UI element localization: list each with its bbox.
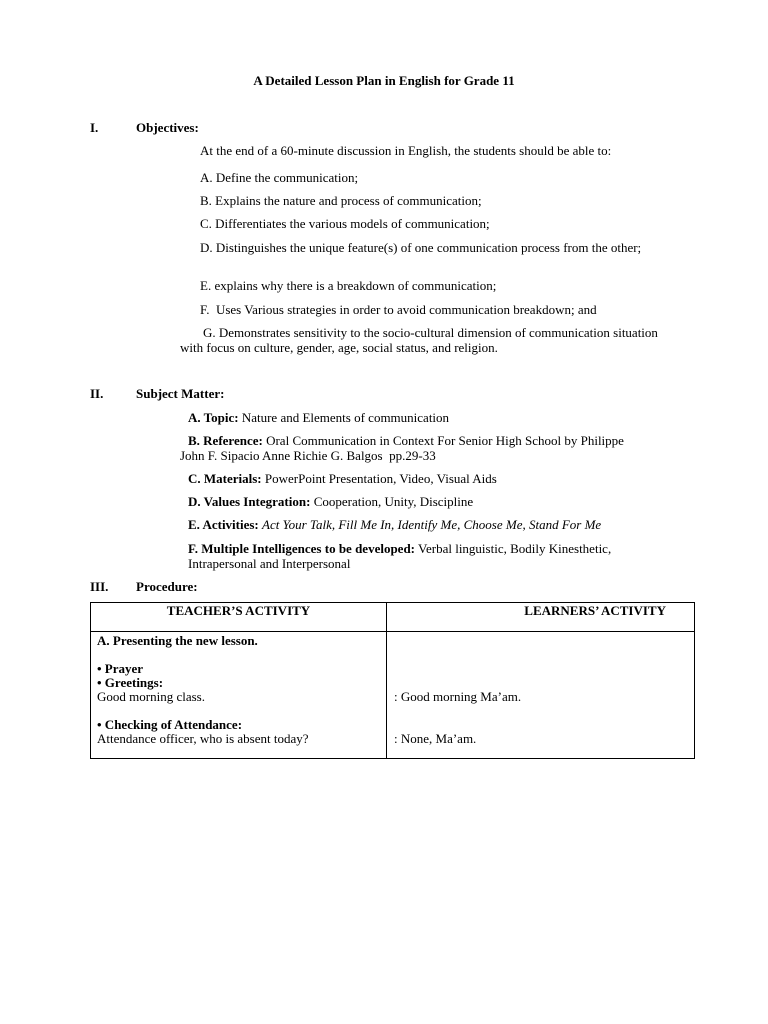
section-number-procedure: III.	[90, 579, 109, 594]
section-number-objectives: I.	[90, 120, 99, 135]
section-heading-subject-matter: Subject Matter:	[136, 386, 225, 401]
activities-label: E. Activities:	[188, 517, 259, 532]
teacher-activity-header-text: TEACHER’S ACTIVITY	[166, 603, 311, 618]
learners-activity-header	[387, 603, 695, 632]
reference-value: Oral Communication in Context For Senior High School by Philippe John F. Sipacio Anne Richie G. Balgos pp.29-33	[180, 433, 641, 463]
presenting-lesson-heading: A. Presenting the new lesson.	[97, 633, 258, 648]
learners-activity-cell	[387, 632, 695, 759]
objective-item: A. Define the communication;	[200, 170, 359, 185]
objective-item: F. Uses Various strategies in order to avoid communication breakdown; and	[200, 302, 597, 317]
learner-greeting: : Good morning Ma’am.	[394, 689, 522, 704]
teacher-attendance-question: Attendance officer, who is absent today?	[97, 731, 309, 746]
intelligences-line	[188, 541, 628, 571]
procedure-table	[90, 602, 695, 759]
materials-label: C. Materials:	[188, 471, 262, 486]
topic-value: Nature and Elements of communication	[241, 410, 450, 425]
prayer-item: • Prayer	[97, 661, 144, 676]
topic-label: A. Topic:	[188, 410, 239, 425]
intelligences-label: F. Multiple Intelligences to be developed:	[188, 541, 416, 556]
objective-item: D. Distinguishes the unique feature(s) of one communication process from the other;	[200, 240, 642, 255]
topic-line	[188, 410, 449, 425]
section-number-subject-matter: II.	[90, 386, 104, 401]
learners-activity-header-text: LEARNERS’ ACTIVITY	[524, 603, 666, 618]
table-header-row	[91, 603, 695, 632]
teacher-activity-header	[91, 603, 387, 632]
document-title: A Detailed Lesson Plan in English for Grade 11	[253, 73, 515, 88]
section-heading-objectives: Objectives:	[136, 120, 199, 135]
activities-line	[188, 517, 601, 532]
intelligences-value: Verbal linguistic, Bodily Kinesthetic, Intrapersonal and Interpersonal	[188, 541, 612, 571]
objective-item: C. Differentiates the various models of communication;	[200, 216, 490, 231]
teacher-greeting: Good morning class.	[97, 689, 205, 704]
materials-line	[188, 471, 497, 486]
learner-attendance-answer: : None, Ma’am.	[394, 731, 477, 746]
objective-item: G. Demonstrates sensitivity to the socio-cultural dimension of communication situation with focus on culture, gender, age, social status, and religion.	[180, 325, 658, 355]
section-heading-procedure: Procedure:	[136, 579, 198, 594]
objective-item: B. Explains the nature and process of communication;	[200, 193, 482, 208]
values-value: Cooperation, Unity, Discipline	[313, 494, 474, 509]
reference-line	[180, 433, 660, 463]
values-line	[188, 494, 473, 509]
attendance-item: • Checking of Attendance:	[97, 717, 243, 732]
reference-label: B. Reference:	[188, 433, 263, 448]
materials-value: PowerPoint Presentation, Video, Visual Aids	[264, 471, 497, 486]
objective-item: E. explains why there is a breakdown of communication;	[200, 278, 497, 293]
table-row	[91, 632, 695, 759]
activities-value: Act Your Talk, Fill Me In, Identify Me, Choose Me, Stand For Me	[262, 517, 602, 532]
greetings-item: • Greetings:	[97, 675, 164, 690]
objectives-intro: At the end of a 60-minute discussion in English, the students should be able to:	[200, 143, 612, 158]
values-label: D. Values Integration:	[188, 494, 311, 509]
teacher-activity-cell	[91, 632, 387, 759]
